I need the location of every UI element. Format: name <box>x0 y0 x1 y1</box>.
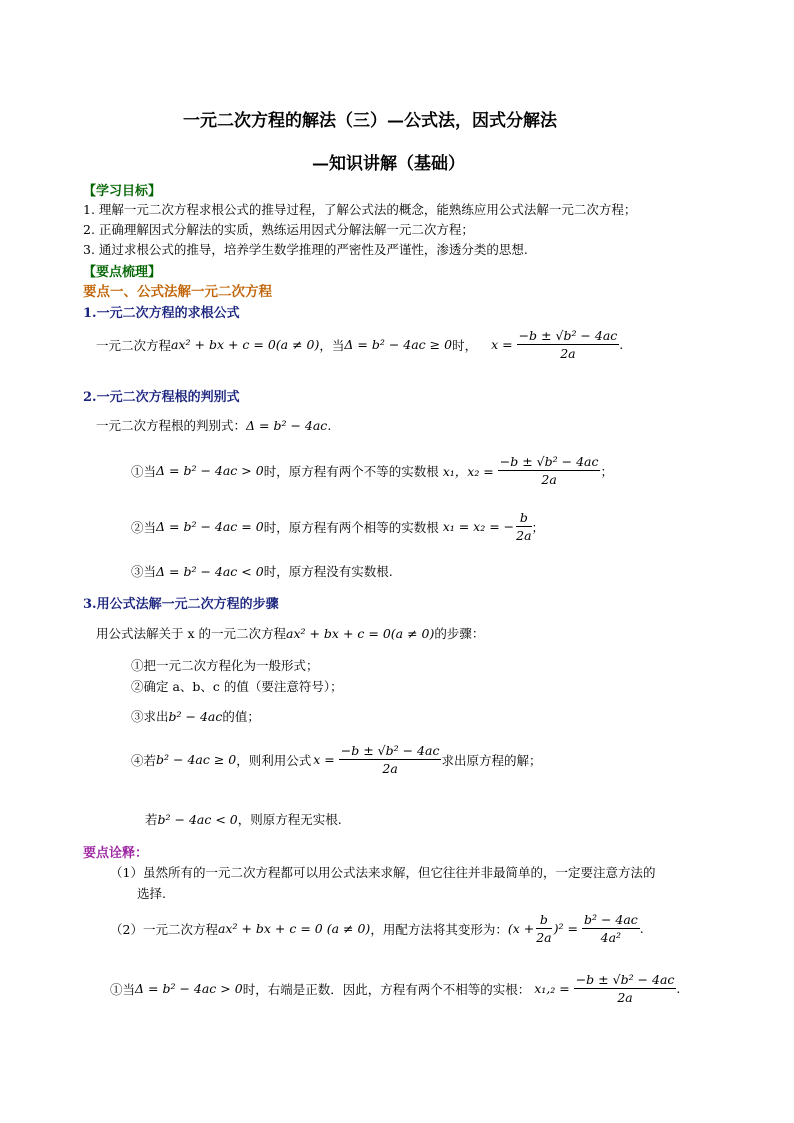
text: 时，原方程没有实数根. <box>263 564 393 579</box>
equation: ax² + bx + c = 0(a ≠ 0) <box>286 625 435 641</box>
x-equals: x = <box>491 337 513 352</box>
x-equals: x = <box>313 752 335 767</box>
root-formula <box>516 510 531 543</box>
goal-item: 3. 通过求根公式的推导，培养学生数学推理的严密性及严谨性，渗透分类的思想. <box>83 242 528 257</box>
note-1-cont: 选择. <box>137 886 166 901</box>
equation: b² − 4ac < 0 <box>157 811 238 827</box>
equation: b² − 4ac <box>168 708 223 724</box>
text: ； <box>531 519 545 535</box>
denominator: 4a² <box>600 930 622 945</box>
notes-heading: 要点诠释： <box>83 846 149 861</box>
numerator: −b ± √b² − 4ac <box>499 454 599 469</box>
text: （2）一元二次方程 <box>110 921 218 937</box>
lhs-open: (x + <box>507 921 535 936</box>
root-formula <box>517 328 620 361</box>
text: 时，原方程有两个相等的实数根 <box>263 519 439 535</box>
discriminant-condition: Δ = b² − 4ac ≥ 0 <box>344 337 453 352</box>
denominator: 2a <box>382 761 398 776</box>
learning-goals-tag: 【学习目标】 <box>83 184 162 199</box>
step-2: ②确定 a、b、c 的值（要注意符号）； <box>131 679 343 694</box>
key-points-tag: 【要点梳理】 <box>83 265 162 280</box>
text: 的值； <box>222 709 260 724</box>
numerator: b² − 4ac <box>583 912 638 927</box>
lhs-close: )² = <box>553 921 578 936</box>
step-4 <box>131 743 541 776</box>
denominator: 2a <box>541 472 557 487</box>
equation: ax² + bx + c = 0(a ≠ 0) <box>171 337 320 352</box>
discriminant-line <box>96 416 331 434</box>
root-formula <box>574 972 677 1005</box>
text: . <box>639 921 644 936</box>
text: 时，右端是正数．因此，方程有两个不相等的实根： <box>242 981 531 997</box>
text: 时， <box>452 337 478 353</box>
text: 的步骤： <box>434 626 485 641</box>
goal-item: 2. 正确理解因式分解法的实质，熟练运用因式分解法解一元二次方程； <box>83 222 474 237</box>
roots: x₁,₂ = <box>534 981 570 996</box>
steps-intro <box>96 624 484 642</box>
rhs-fraction <box>582 912 640 945</box>
goal-item: 1. 理解一元二次方程求根公式的推导过程，了解公式法的概念，能熟练应用公式法解一元二次方程； <box>83 202 637 217</box>
text: . <box>619 337 624 352</box>
numerator: b <box>536 912 551 929</box>
text: ③当 <box>131 564 157 579</box>
step-1: ①把一元二次方程化为一般形式； <box>131 658 319 673</box>
denominator: 2a <box>617 990 633 1005</box>
subsection-heading-2: 2.一元二次方程根的判别式 <box>83 390 240 405</box>
text: ③求出 <box>131 709 169 724</box>
text: 用公式法解关于 x 的一元二次方程 <box>96 626 286 641</box>
step-5 <box>145 810 342 828</box>
root-formula <box>339 743 442 776</box>
text: ，用配方法将其变形为： <box>370 921 508 937</box>
equation: Δ = b² − 4ac < 0 <box>156 563 264 579</box>
denominator: 2a <box>560 346 576 361</box>
text: . <box>327 417 332 433</box>
numerator: b <box>516 510 531 527</box>
text: 若 <box>145 812 158 827</box>
denominator: 2a <box>516 528 532 543</box>
case-3 <box>131 562 393 580</box>
equation: Δ = b² − 4ac > 0 <box>135 981 243 996</box>
equation: Δ = b² − 4ac <box>246 417 328 433</box>
equation: Δ = b² − 4ac > 0 <box>156 463 264 478</box>
equation: ax² + bx + c = 0 (a ≠ 0) <box>217 921 371 936</box>
numerator: −b ± √b² − 4ac <box>575 972 675 987</box>
subsection-heading-1: 1.一元二次方程的求根公式 <box>83 306 240 321</box>
text: ②当 <box>131 519 157 535</box>
text: ④若 <box>131 752 157 768</box>
note-2 <box>110 912 644 945</box>
equation: b² − 4ac ≥ 0 <box>156 752 237 767</box>
note-1: （1）虽然所有的一元二次方程都可以用公式法来求解，但它往往并非最简单的，一定要注意方法的 <box>110 865 656 880</box>
text: 时，原方程有两个不等的实数根 <box>263 463 439 479</box>
roots: x₁ = x₂ = − <box>442 519 515 534</box>
denominator: 2a <box>536 930 552 945</box>
text: 一元二次方程根的判别式： <box>96 418 247 433</box>
page-subtitle: —知识讲解（基础） <box>312 154 465 174</box>
subsection-heading-3: 3.用公式法解一元二次方程的步骤 <box>83 597 279 612</box>
text: 一元二次方程 <box>96 337 172 353</box>
text: 求出原方程的解； <box>441 752 542 768</box>
formula-line <box>96 328 623 361</box>
section-heading: 要点一、公式法解一元二次方程 <box>83 284 272 300</box>
numerator: −b ± √b² − 4ac <box>340 743 440 758</box>
note-3 <box>110 972 680 1005</box>
case-1 <box>131 454 613 487</box>
page-title: 一元二次方程的解法（三）—公式法，因式分解法 <box>183 111 557 131</box>
text: ，则利用公式 <box>236 752 312 768</box>
step-3 <box>131 707 260 725</box>
text: ； <box>600 463 613 479</box>
roots: x₁，x₂ = <box>442 463 494 479</box>
text: ①当 <box>131 463 157 479</box>
equation: Δ = b² − 4ac = 0 <box>156 519 264 534</box>
root-formula <box>498 454 601 487</box>
text: ，当 <box>319 337 345 353</box>
numerator: −b ± √b² − 4ac <box>518 328 618 343</box>
case-2 <box>131 510 544 543</box>
b-over-2a <box>536 912 551 945</box>
text: ，则原方程无实根. <box>237 812 342 827</box>
text: . <box>676 981 681 996</box>
text: ①当 <box>110 981 136 997</box>
